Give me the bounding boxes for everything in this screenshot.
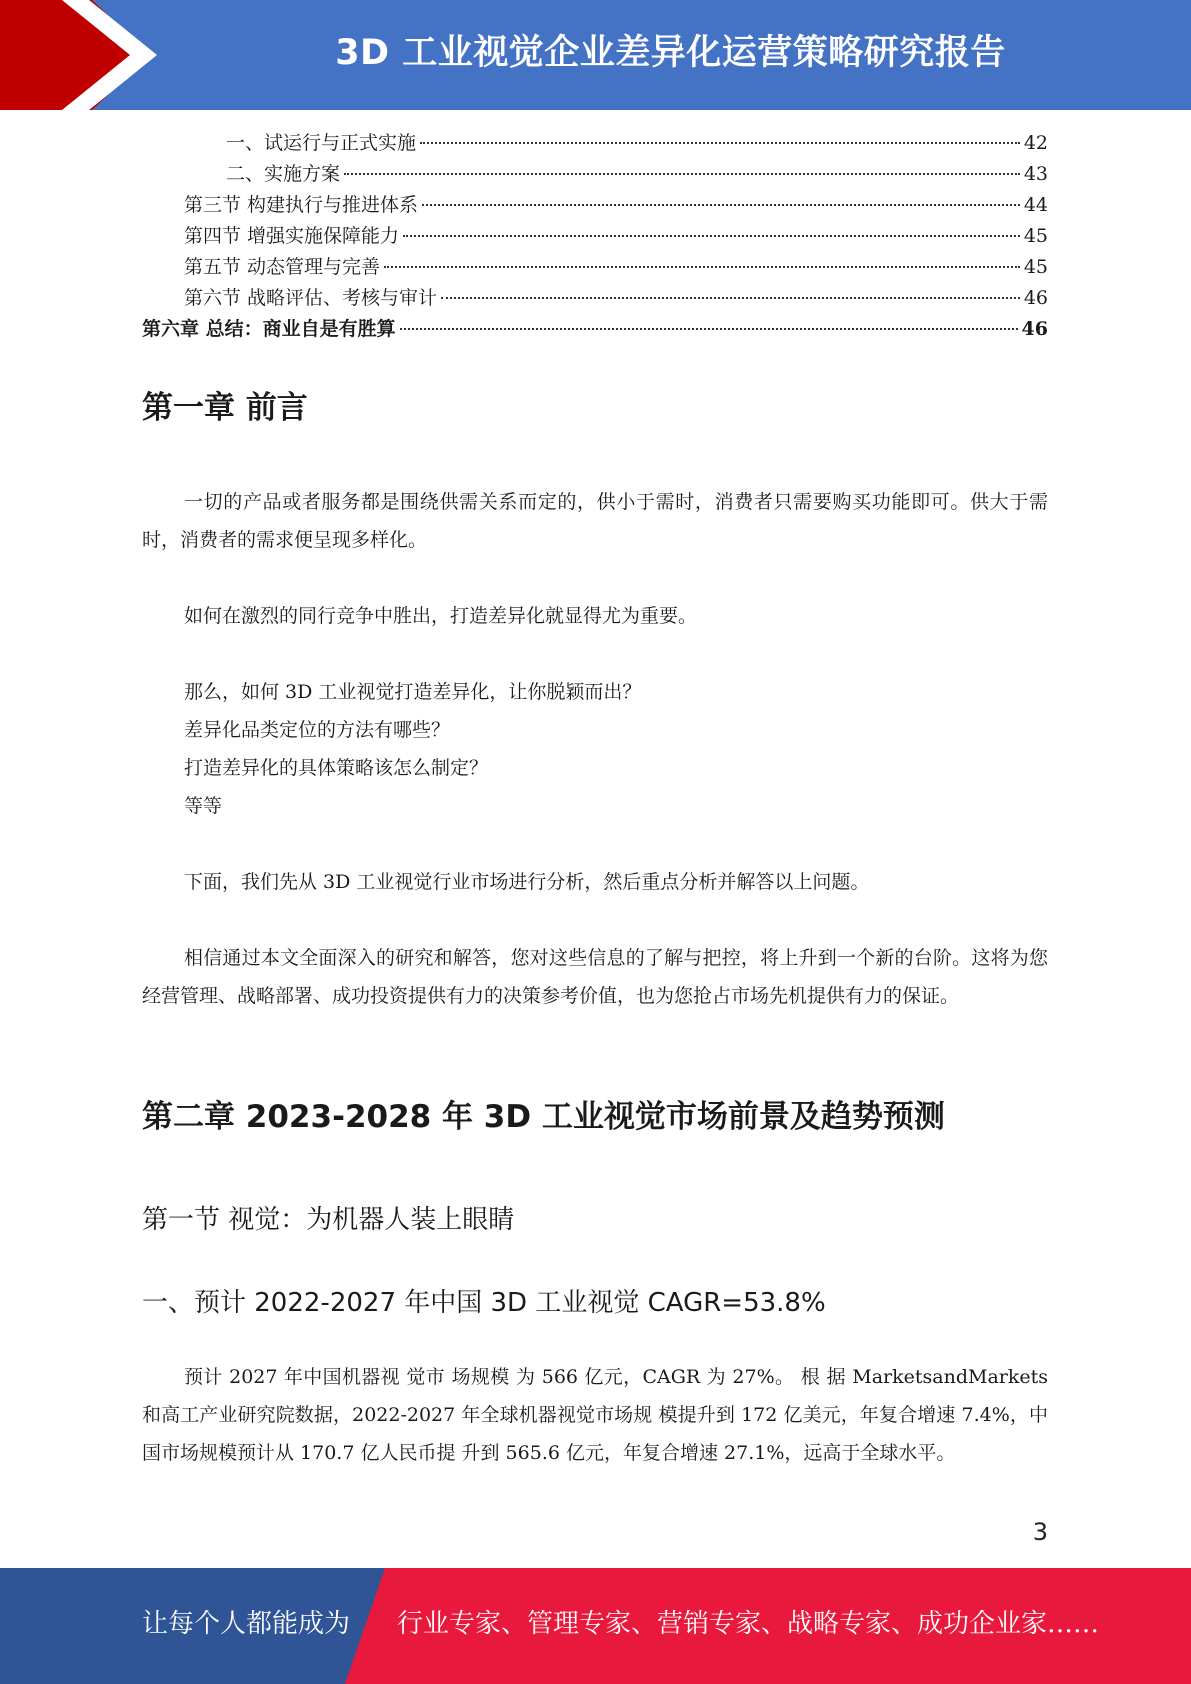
question-line: 等等 xyxy=(184,795,223,817)
question-line: 差异化品类定位的方法有哪些？ xyxy=(184,719,451,741)
toc-entry[interactable] xyxy=(142,190,1048,221)
paragraph: 下面，我们先从 3D 工业视觉行业市场进行分析，然后重点分析并解答以上问题。 xyxy=(184,871,870,893)
toc-entry[interactable] xyxy=(142,128,1048,159)
toc-entry-label: 一、试运行与正式实施 xyxy=(226,132,417,154)
toc-leader-dots xyxy=(400,328,1018,330)
toc-entry-page: 44 xyxy=(1023,194,1048,216)
subsection-heading: 一、预计 2022-2027 年中国 3D 工业视觉 CAGR=53.8% xyxy=(142,1288,826,1318)
page-number: 3 xyxy=(1032,1518,1048,1546)
toc-leader-dots xyxy=(403,235,1020,237)
question-line: 打造差异化的具体策略该怎么制定？ xyxy=(184,757,489,779)
toc-entry[interactable] xyxy=(142,159,1048,190)
toc-entry[interactable] xyxy=(142,221,1048,252)
toc-leader-dots xyxy=(384,266,1020,268)
paragraph: 如何在激烈的同行竞争中胜出，打造差异化就显得尤为重要。 xyxy=(184,605,698,627)
toc-leader-dots xyxy=(420,142,1020,144)
header-banner xyxy=(0,0,1191,110)
question-line: 那么，如何 3D 工业视觉打造差异化，让你脱颖而出？ xyxy=(184,681,642,703)
section-heading: 第一节 视觉：为机器人装上眼睛 xyxy=(142,1205,515,1235)
toc-entry-label: 第六章 总结：商业自是有胜算 xyxy=(142,318,396,340)
toc-entry-label: 第三节 构建执行与推进体系 xyxy=(184,194,419,216)
toc-leader-dots xyxy=(441,297,1020,299)
paragraph: 相信通过本文全面深入的研究和解答，您对这些信息的了解与把控，将上升到一个新的台阶。这将为您经营管理、战略部署、成功投资提供有力的决策参考价值，也为您抢占市场先机提供有力的保证。 xyxy=(142,947,1048,1007)
toc-entry-page: 46 xyxy=(1021,318,1048,340)
footer-slogan-right: 行业专家、管理专家、营销专家、战略专家、成功企业家…… xyxy=(397,1609,1100,1639)
toc-entry-page: 43 xyxy=(1023,163,1048,185)
table-of-contents xyxy=(142,128,1048,345)
toc-entry-label: 第六节 战略评估、考核与审计 xyxy=(184,287,438,309)
report-title: 3D 工业视觉企业差异化运营策略研究报告 xyxy=(335,33,1006,73)
chapter-1-heading: 第一章 前言 xyxy=(142,390,308,426)
footer-banner xyxy=(0,1568,1191,1684)
toc-entry-page: 42 xyxy=(1023,132,1048,154)
toc-entry-page: 45 xyxy=(1023,256,1048,278)
paragraph: 一切的产品或者服务都是围绕供需关系而定的，供小于需时，消费者只需要购买功能即可。供大于需时，消费者的需求便呈现多样化。 xyxy=(142,491,1048,551)
header-red-block xyxy=(0,0,150,110)
paragraph: 预计 2027 年中国机器视 觉市 场规模 为 566 亿元，CAGR 为 27%。 根 据 MarketsandMarkets 和高工产业研究院数据，2022-2027 年全球机器视觉市场规 模提升到 172 亿美元，年复合增速 7.4%，中国市场规模预计从 170.7 亿人民币提 升到 565.6 亿元，年复合增速 27.1%，远高于全球水平。 xyxy=(142,1366,1048,1464)
toc-leader-dots xyxy=(422,204,1020,206)
toc-entry-label: 第五节 动态管理与完善 xyxy=(184,256,381,278)
toc-entry-page: 45 xyxy=(1023,225,1048,247)
toc-entry-label: 二、实施方案 xyxy=(226,163,341,185)
toc-leader-dots xyxy=(344,173,1020,175)
toc-entry[interactable] xyxy=(142,252,1048,283)
toc-entry-label: 第四节 增强实施保障能力 xyxy=(184,225,400,247)
toc-entry[interactable] xyxy=(142,283,1048,314)
toc-entry-chapter[interactable] xyxy=(142,314,1048,345)
toc-entry-page: 46 xyxy=(1023,287,1048,309)
footer-slogan-left: 让每个人都能成为 xyxy=(142,1609,351,1639)
chapter-2-heading: 第二章 2023-2028 年 3D 工业视觉市场前景及趋势预测 xyxy=(142,1099,945,1135)
